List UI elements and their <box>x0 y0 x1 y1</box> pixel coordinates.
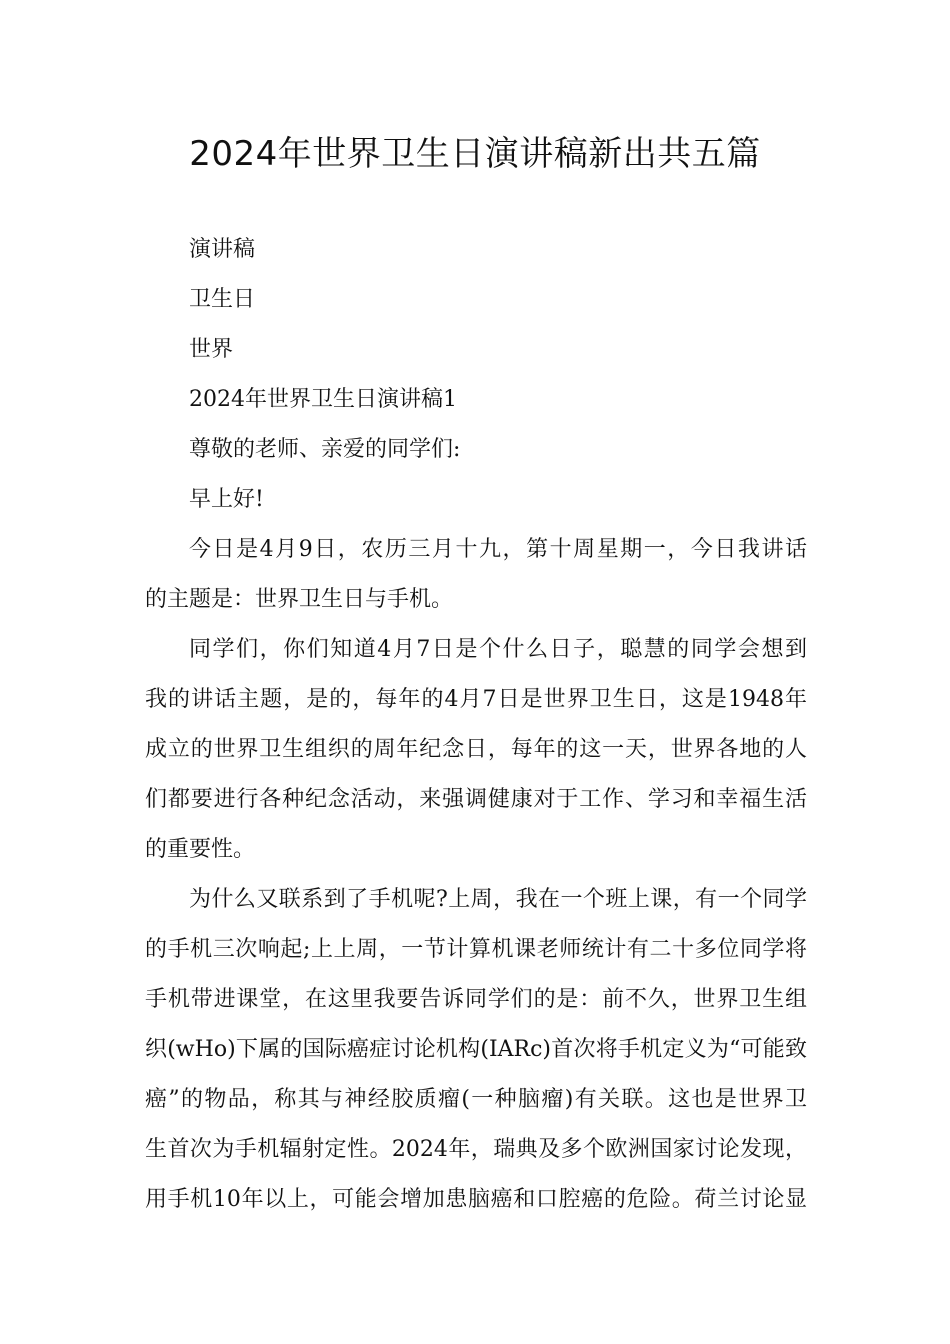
body-line: 尊敬的老师、亲爱的同学们: <box>189 437 461 462</box>
body-line: 世界 <box>189 337 234 362</box>
body-line: 为什么又联系到了手机呢?上周，我在一个班上课，有一个同学 <box>189 887 807 912</box>
body-line: 生首次为手机辐射定性。2024年，瑞典及多个欧洲国家讨论发现， <box>145 1137 807 1162</box>
body-line: 手机带进课堂，在这里我要告诉同学们的是：前不久，世界卫生组 <box>145 987 807 1012</box>
body-line: 今日是4月9日，农历三月十九，第十周星期一，今日我讲话 <box>189 537 807 562</box>
body-line: 的重要性。 <box>145 837 256 862</box>
body-line: 的主题是：世界卫生日与手机。 <box>145 587 454 612</box>
body-line: 用手机10年以上，可能会增加患脑癌和口腔癌的危险。荷兰讨论显 <box>145 1187 807 1212</box>
body-line: 癌”的物品，称其与神经胶质瘤(一种脑瘤)有关联。这也是世界卫 <box>145 1087 807 1112</box>
body-line: 同学们，你们知道4月7日是个什么日子，聪慧的同学会想到 <box>189 637 807 662</box>
body-line: 2024年世界卫生日演讲稿1 <box>189 387 457 412</box>
body-line: 我的讲话主题，是的，每年的4月7日是世界卫生日，这是1948年 <box>145 687 807 712</box>
document-title: 2024年世界卫生日演讲稿新出共五篇 <box>189 134 761 174</box>
body-line: 卫生日 <box>189 287 256 312</box>
body-line: 演讲稿 <box>189 237 256 262</box>
body-line: 早上好! <box>189 487 264 512</box>
document-body <box>145 225 807 1225</box>
body-line: 织(wHo)下属的国际癌症讨论机构(IARc)首次将手机定义为“可能致 <box>145 1037 807 1062</box>
body-line: 的手机三次响起;上上周，一节计算机课老师统计有二十多位同学将 <box>145 937 807 962</box>
body-line: 成立的世界卫生组织的周年纪念日，每年的这一天，世界各地的人 <box>145 737 807 762</box>
body-line: 们都要进行各种纪念活动，来强调健康对于工作、学习和幸福生活 <box>145 787 807 812</box>
